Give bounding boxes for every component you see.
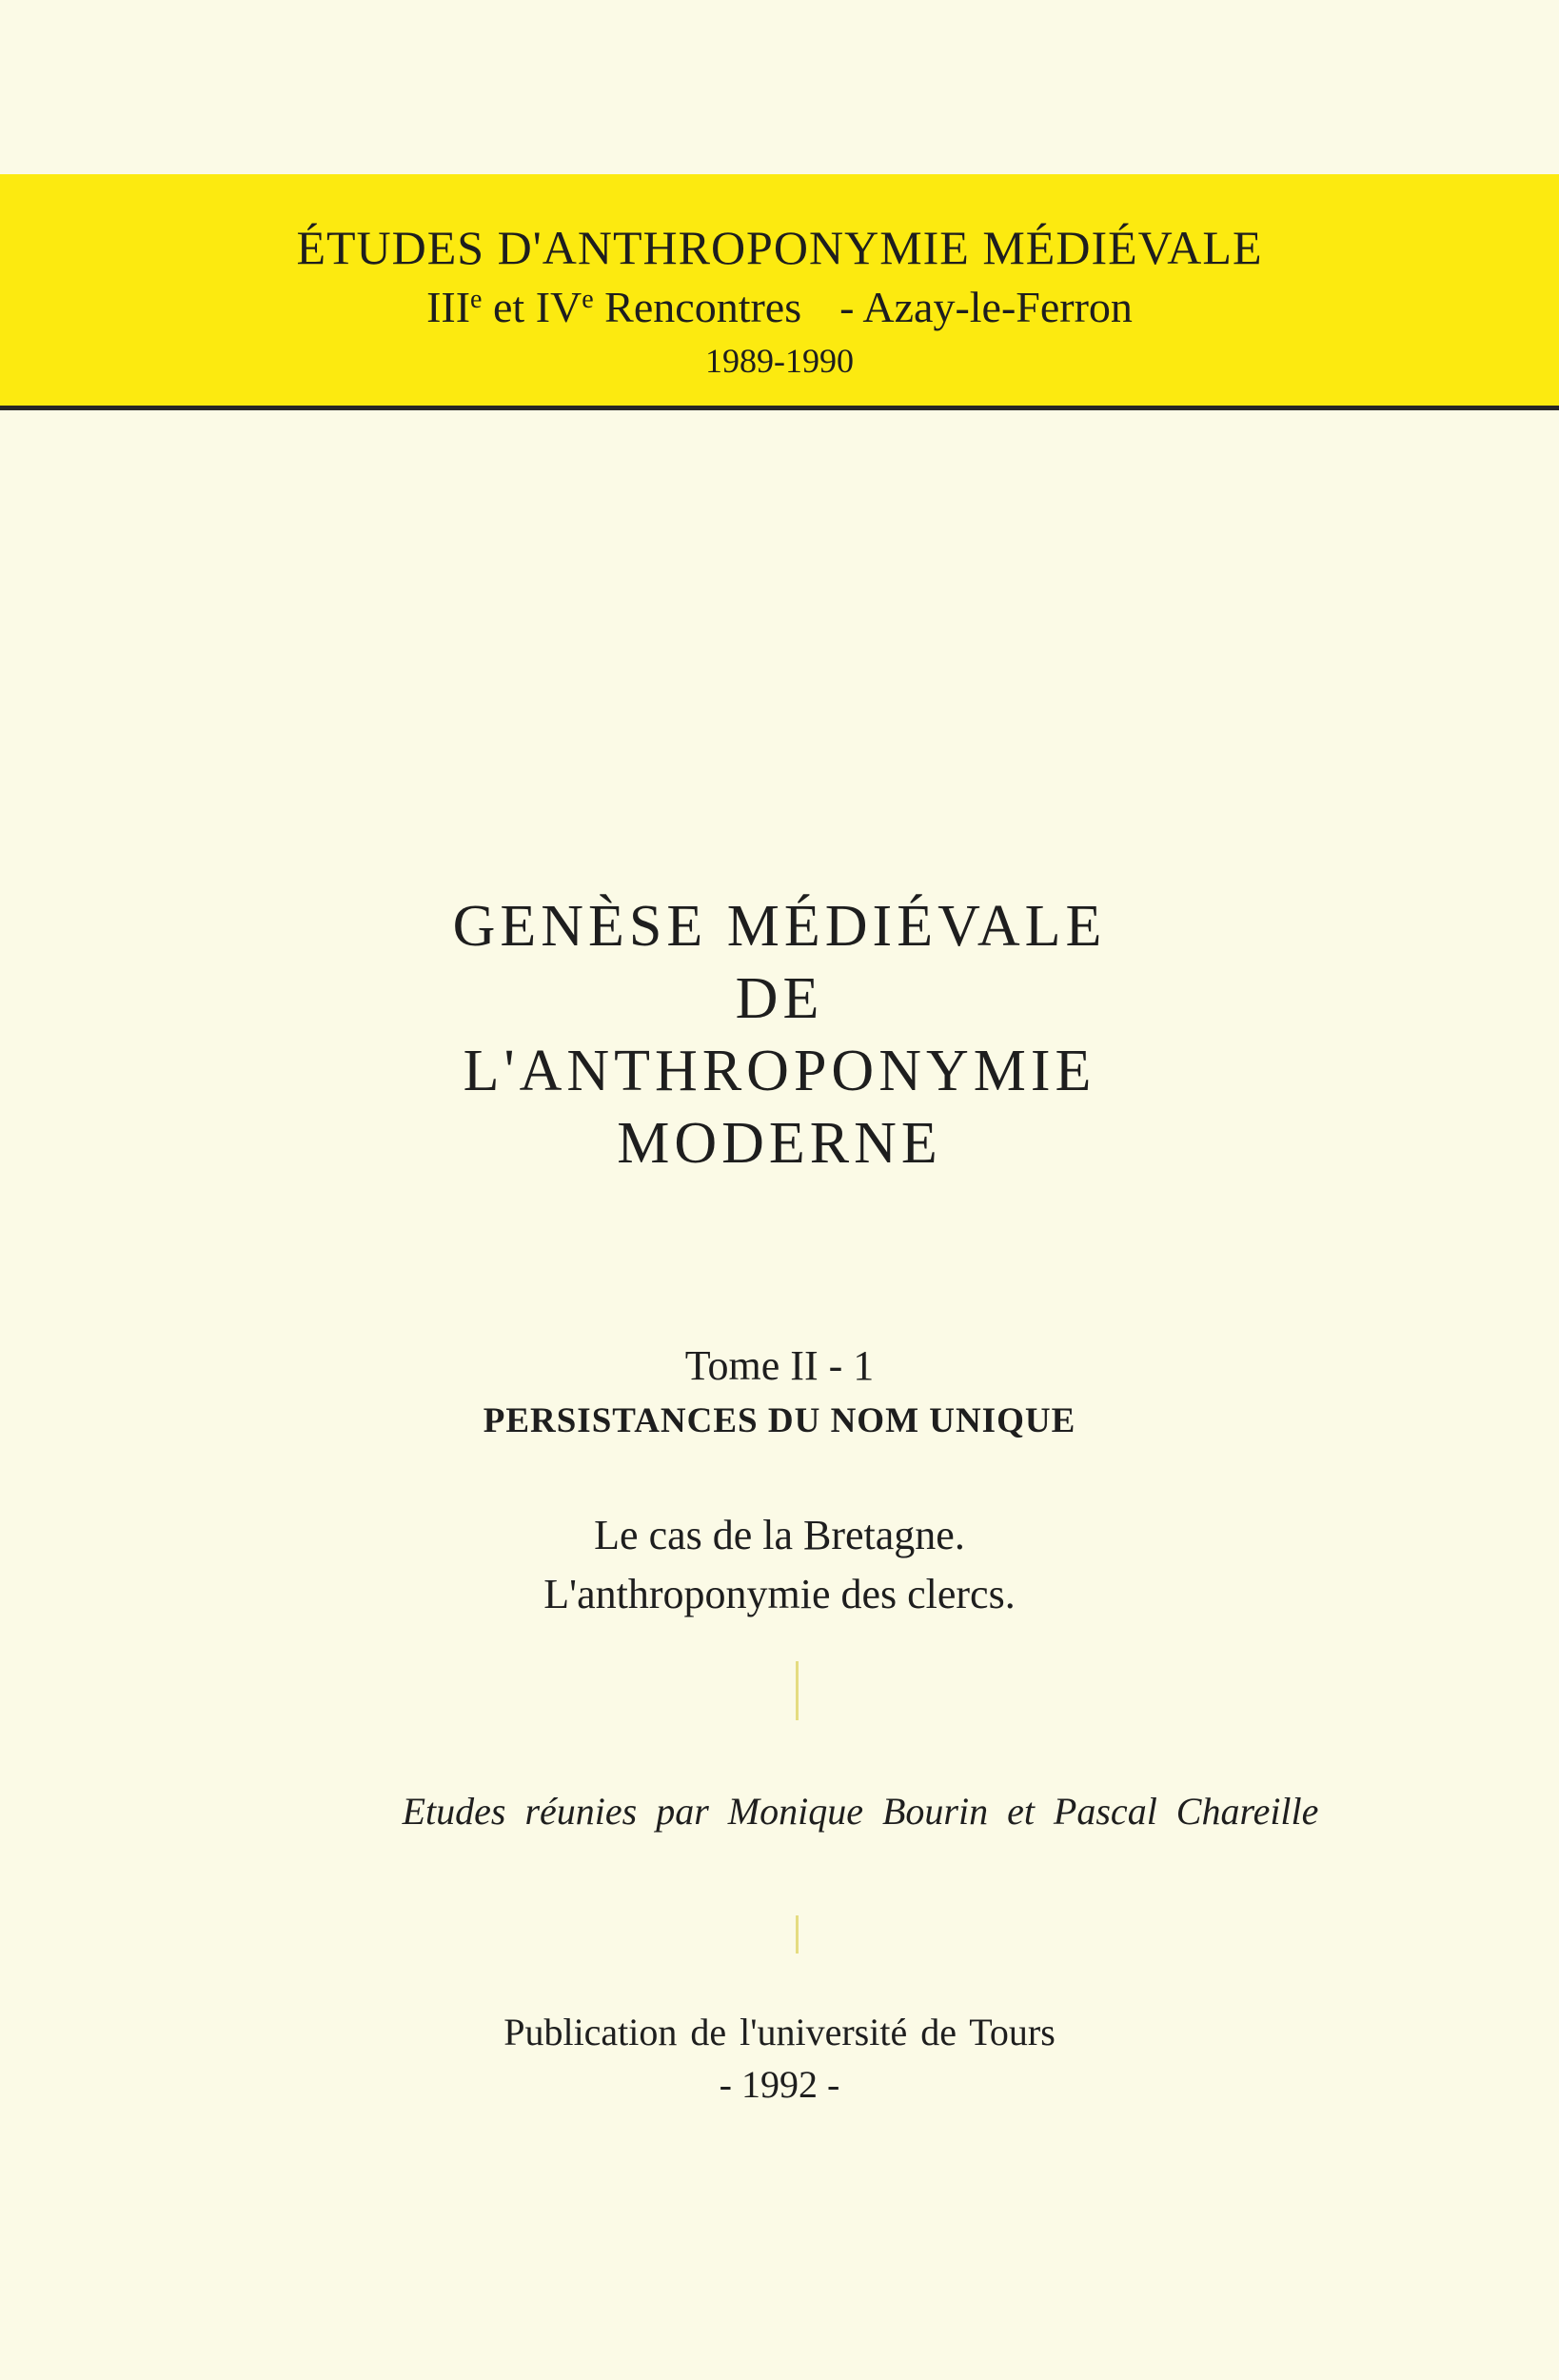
title-line: GENÈSE MÉDIÉVALE [452,894,1107,959]
second-meeting-superscript: e [582,285,594,314]
title-line: MODERNE [617,1111,942,1176]
publisher-name: Publication de l'université de Tours [503,2011,1056,2053]
first-meeting-numeral: III [426,283,471,331]
volume-subtitle: PERSISTANCES DU NOM UNIQUE [483,1401,1076,1440]
scan-artifact-mark [796,1661,799,1720]
publication-year: - 1992 - [719,2063,840,2106]
meetings-line [0,283,1559,331]
series-title: ÉTUDES D'ANTHROPONYMIE MÉDIÉVALE [296,221,1263,274]
meeting-years: 1989-1990 [705,342,854,380]
header-band [0,174,1559,410]
editors-line: Etudes réunies par Monique Bourin et Pascal Chareille [402,1790,1319,1833]
main-title [0,890,1559,1180]
scan-artifact-mark [796,1915,799,1954]
topic-line: L'anthroponymie des clercs. [543,1571,1016,1617]
volume-topics [0,1506,1559,1624]
meetings-word: Rencontres [604,283,802,331]
meeting-place: - Azay-le-Ferron [839,283,1133,331]
second-meeting-numeral: IV [535,283,582,331]
first-meeting-superscript: e [470,285,483,314]
title-line: DE [735,966,824,1031]
meetings-connector: et [492,283,525,331]
title-line: L'ANTHROPONYMIE [463,1039,1096,1103]
topic-line: Le cas de la Bretagne. [594,1512,965,1558]
tome-number: Tome II - 1 [684,1342,875,1389]
